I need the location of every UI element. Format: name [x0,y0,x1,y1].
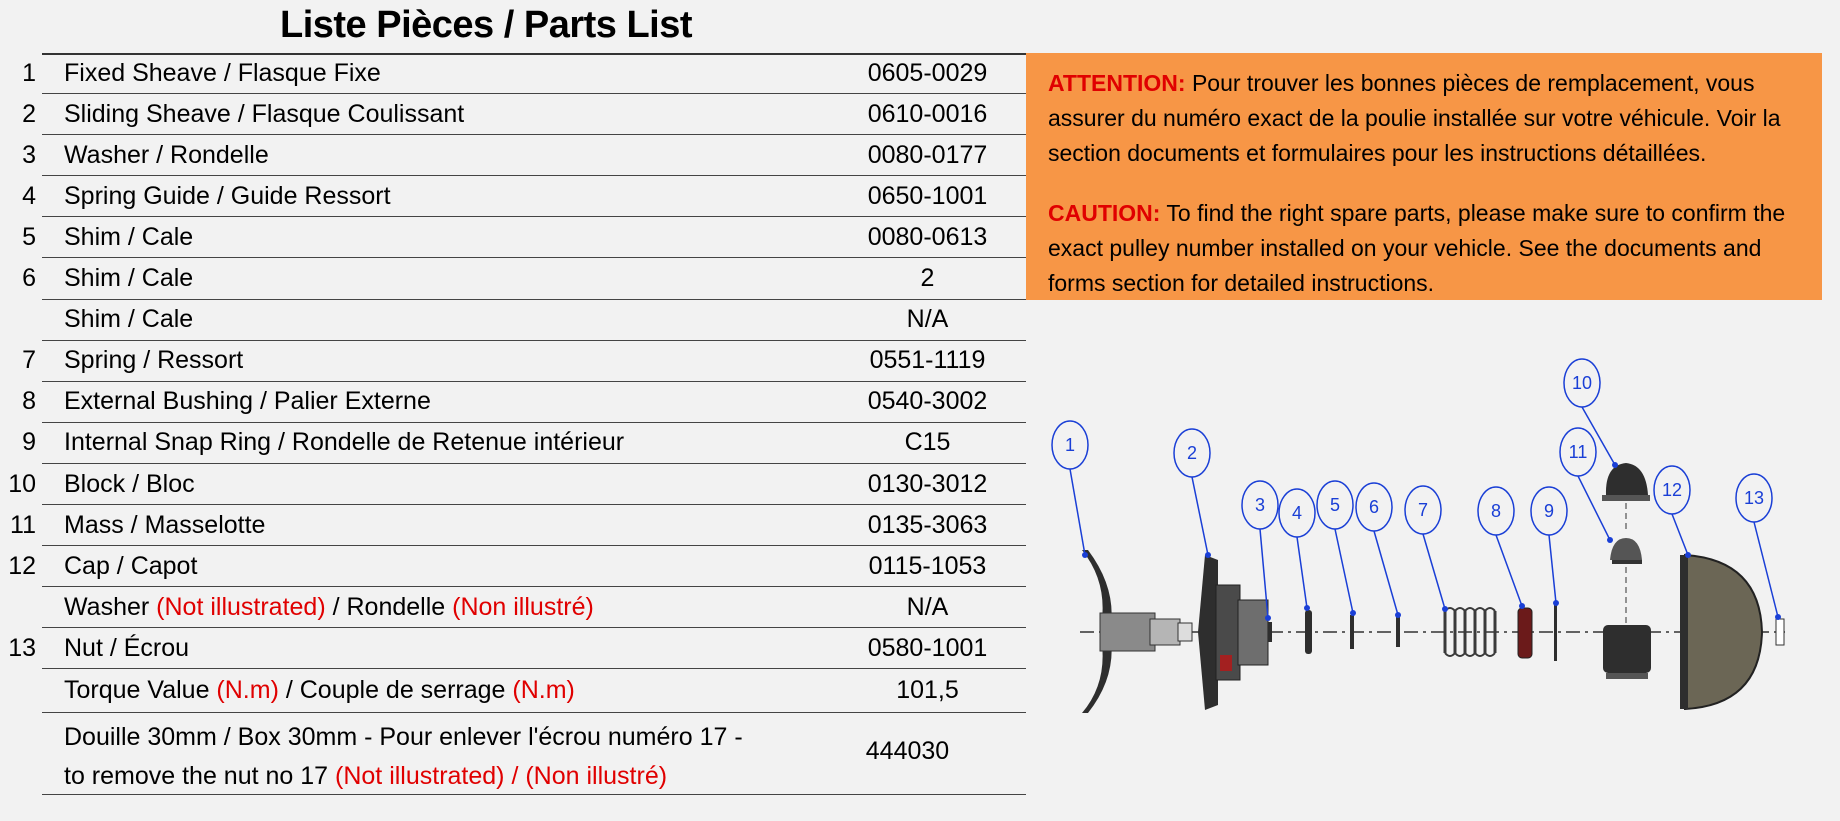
row-description [64,676,575,705]
spring-guide-part [1305,610,1312,654]
callout-label: 3 [1254,495,1266,515]
table-row [0,94,1026,135]
callout-arrowhead [1082,552,1088,558]
fixed-sheave-part [1082,550,1192,713]
row-number: 9 [22,428,36,457]
row-part-number: 0080-0177 [867,140,988,169]
callout-label: 12 [1661,480,1683,500]
row-description-text: Block / Bloc [64,469,195,498]
table-row [0,670,1026,713]
tool-row [0,713,1026,795]
row-description-text: Torque Value [64,676,217,704]
table-row [0,628,1026,669]
row-rule [42,794,1026,795]
row-number: 6 [22,264,36,293]
callout-leader-line [1549,535,1556,603]
callout-leader-line [1672,514,1688,555]
row-description-note: (Non illustré) [452,592,594,621]
table-row [0,464,1026,505]
row-number: 10 [8,469,36,498]
block-part [1602,463,1650,501]
row-part-number: 0551-1119 [869,346,986,375]
row-description-text: Sliding Sheave / Flasque Coulissant [64,99,465,128]
row-description-note: (N.m) [512,676,575,704]
row-part-number: N/A [906,305,949,334]
callout-label: 8 [1490,501,1502,521]
row-part-number: 0130-3012 [867,469,988,498]
row-part-number: 0115-1053 [868,551,987,580]
callout-leader-line [1374,531,1398,615]
table-row [0,300,1026,341]
row-part-number: 0610-0016 [867,99,988,128]
row-description [64,264,193,293]
notice-english [1048,196,1804,301]
cap-part [1680,555,1762,709]
callout-arrowhead [1265,615,1271,621]
lower-block-part [1603,625,1651,679]
shim-part-5 [1350,615,1354,649]
notice-english-text: To find the right spare parts, please make sure to confirm the exact pulley number installed on your vehicle. See the documents and forms section for detailed instructions. [1048,200,1786,296]
row-description-text: Internal Snap Ring / Rondelle de Retenue intérieur [64,428,625,457]
row-number: 7 [22,346,36,375]
table-row [0,53,1026,94]
nut-part [1776,619,1784,645]
snap-ring-part [1554,605,1557,661]
row-description-text: External Bushing / Palier Externe [64,387,431,416]
row-number: 8 [22,387,36,416]
row-part-number: 0605-0029 [867,58,988,87]
row-part-number: 0580-1001 [867,633,988,662]
callout-arrowhead [1442,606,1448,612]
tool-description-line2 [64,757,743,796]
table-row [0,382,1026,423]
row-part-number: N/A [906,592,949,621]
page-title: Liste Pièces / Parts List [280,4,693,46]
row-description [64,387,431,416]
row-number: 13 [8,633,36,662]
row-number: 1 [22,58,36,87]
mass-part [1610,538,1642,564]
exploded-view-diagram [1040,355,1820,725]
row-description-text: Washer / Rondelle [64,140,269,169]
table-row [0,259,1026,300]
row-description [64,223,193,252]
row-description [64,346,243,375]
table-row [0,423,1026,464]
row-number: 2 [22,99,36,128]
notice-french-heading: ATTENTION: [1048,70,1186,96]
tool-description [64,718,743,796]
row-number: 4 [22,181,36,210]
row-number: 11 [10,510,36,539]
table-row [0,587,1026,628]
callout-label: 9 [1543,501,1555,521]
row-description-text: Fixed Sheave / Flasque Fixe [64,58,381,87]
notice-french-text: Pour trouver les bonnes pièces de remplacement, vous assurer du numéro exact de la poulie installée sur votre véhicule. Voir la section documents et formulaires pour les instructions détaillées. [1048,70,1781,166]
callout-arrowhead [1304,605,1310,611]
row-description [64,59,381,88]
callout-leader-line [1297,537,1307,608]
callout-arrowhead [1395,612,1401,618]
callout-leader-line [1578,476,1610,540]
callout-arrowhead [1553,600,1559,606]
row-description [64,141,269,170]
callout-arrowhead [1685,552,1691,558]
row-description-text: Spring Guide / Guide Ressort [64,181,391,210]
tool-description-note: (Not illustrated) / (Non illustré) [335,761,668,790]
callout-label: 6 [1368,497,1380,517]
callout-leader-line [1423,534,1445,609]
row-part-number: 101,5 [896,676,959,704]
row-description-text: Shim / Cale [64,305,194,334]
row-description [64,305,193,334]
callout-label: 5 [1329,495,1341,515]
shim-part-6 [1396,617,1400,647]
row-number: 12 [8,551,36,580]
notice-french [1048,66,1804,171]
row-part-number: 0135-3063 [867,510,988,539]
row-description [64,552,197,581]
callout-label: 1 [1064,435,1076,455]
row-part-number: C15 [904,428,951,457]
row-description-text: Mass / Masselotte [64,510,266,539]
callout-label: 4 [1291,503,1303,523]
callout-arrowhead [1775,614,1781,620]
callout-arrowhead [1205,552,1211,558]
row-number: 3 [22,140,36,169]
callout-arrowhead [1612,462,1618,468]
callout-leader-line [1192,477,1208,555]
row-description-note: (Not illustrated) [156,592,326,621]
row-description [64,470,195,499]
table-row [0,217,1026,258]
row-description [64,511,265,540]
external-bushing-part [1518,608,1532,658]
callout-label: 11 [1568,442,1588,462]
table-row [0,546,1026,587]
row-description [64,593,594,622]
callout-arrowhead [1350,610,1356,616]
table-row [0,341,1026,382]
row-description-text: / Couple de serrage [278,676,513,704]
callout-leader-line [1496,535,1522,606]
tool-part-number: 444030 [865,736,950,765]
table-row [0,135,1026,176]
callout-arrowhead [1607,537,1613,543]
callout-leader-line [1335,529,1353,613]
row-description-text: Spring / Ressort [64,346,244,375]
tool-description-line1: Douille 30mm / Box 30mm - Pour enlever l'écrou numéro 17 - [64,722,743,751]
row-part-number: 2 [920,264,935,293]
callout-arrowhead [1519,603,1525,609]
row-description [64,100,464,129]
callout-label: 10 [1571,373,1593,393]
row-description-text: Nut / Écrou [64,633,190,662]
callout-label: 7 [1417,500,1429,520]
row-part-number: 0080-0613 [867,222,988,251]
sliding-sheave-part [1198,555,1268,710]
row-part-number: 0540-3002 [867,387,988,416]
row-description [64,428,624,457]
row-number: 5 [22,222,36,251]
row-description-text: Shim / Cale [64,222,194,251]
callout-leader-line [1070,469,1085,555]
callout-label: 13 [1743,488,1765,508]
row-description-text: Cap / Capot [64,551,198,580]
tool-description-text: to remove the nut no 17 [64,761,336,790]
callout-layer [1052,359,1781,621]
callout-label: 2 [1186,443,1198,463]
table-row [0,176,1026,217]
row-description-text: / Rondelle [325,592,453,621]
table-row [0,505,1026,546]
row-description-text: Shim / Cale [64,264,194,293]
row-description [64,634,189,663]
notice-english-heading: CAUTION: [1048,200,1161,226]
row-description [64,182,391,211]
washer-part [1268,622,1272,642]
row-part-number: 0650-1001 [867,181,988,210]
row-description-text: Washer [64,592,157,621]
notice-box [1026,53,1822,300]
row-description-note: (N.m) [216,676,279,704]
